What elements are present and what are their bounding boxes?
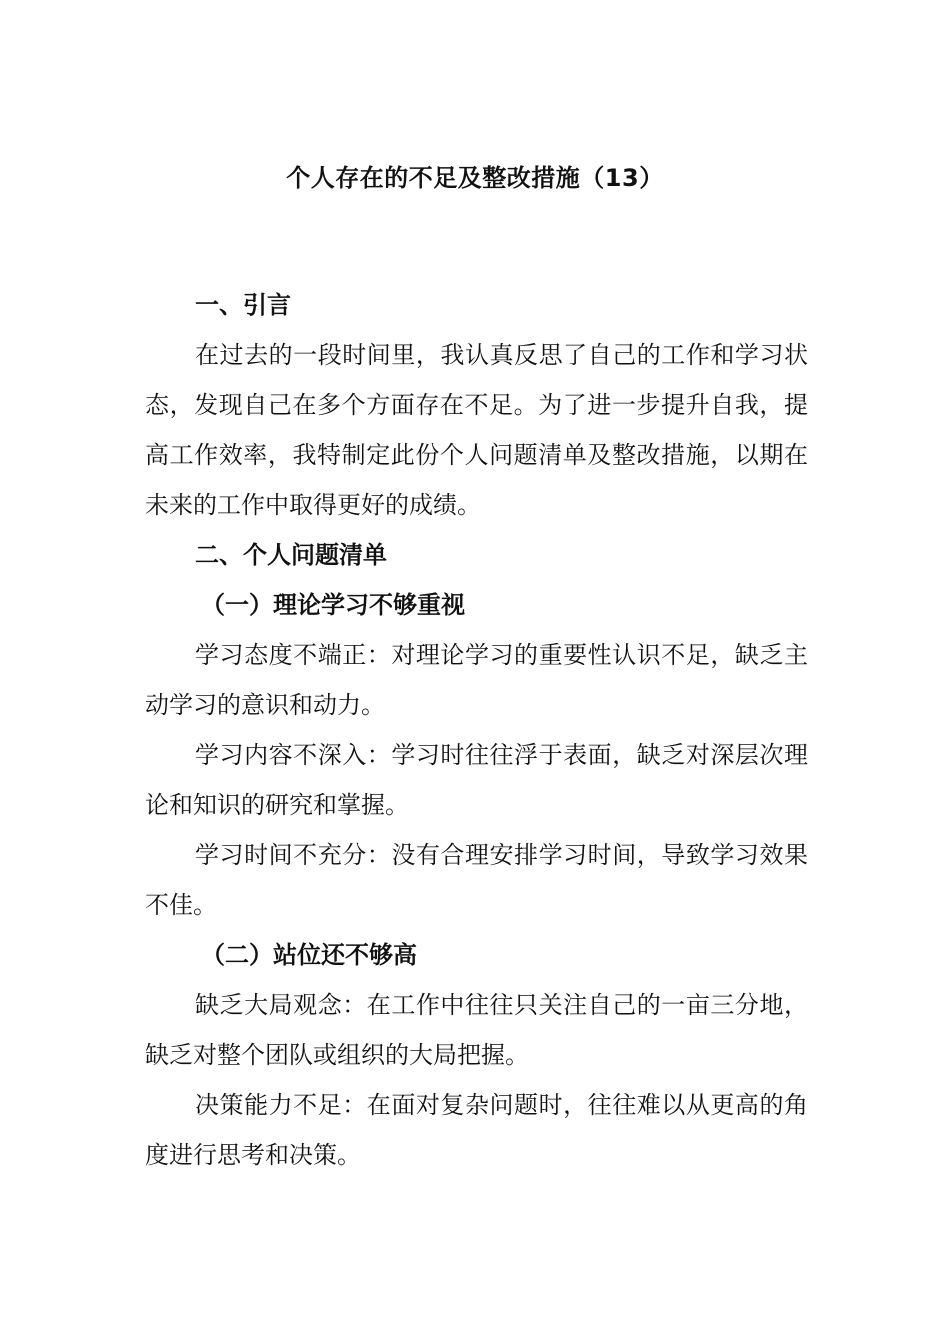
- theory-item-attitude: 学习态度不端正：对理论学习的重要性认识不足，缺乏主动学习的意识和动力。: [145, 641, 808, 719]
- document-title: 个人存在的不足及整改措施（13）: [286, 164, 664, 192]
- subsection-heading-theory: （一）理论学习不够重视: [201, 591, 465, 619]
- section-heading-intro: 一、引言: [195, 291, 291, 319]
- theory-item-time: 学习时间不充分：没有合理安排学习时间，导致学习效果不佳。: [145, 841, 808, 919]
- standpoint-item-overall-view: 缺乏大局观念：在工作中往往只关注自己的一亩三分地，缺乏对整个团队或组织的大局把握。: [145, 991, 808, 1069]
- intro-paragraph: 在过去的一段时间里，我认真反思了自己的工作和学习状态，发现自己在多个方面存在不足。为了进一步提升自我，提高工作效率，我特制定此份个人问题清单及整改措施，以期在未来的工作中取得更好的成绩。: [145, 341, 808, 519]
- theory-item-depth: 学习内容不深入：学习时往往浮于表面，缺乏对深层次理论和知识的研究和掌握。: [145, 741, 808, 819]
- document-body: [145, 280, 808, 1180]
- section-heading-problems: 二、个人问题清单: [195, 541, 387, 569]
- subsection-heading-standpoint: （二）站位还不够高: [201, 941, 417, 969]
- standpoint-item-decision: 决策能力不足：在面对复杂问题时，往往难以从更高的角度进行思考和决策。: [145, 1091, 808, 1169]
